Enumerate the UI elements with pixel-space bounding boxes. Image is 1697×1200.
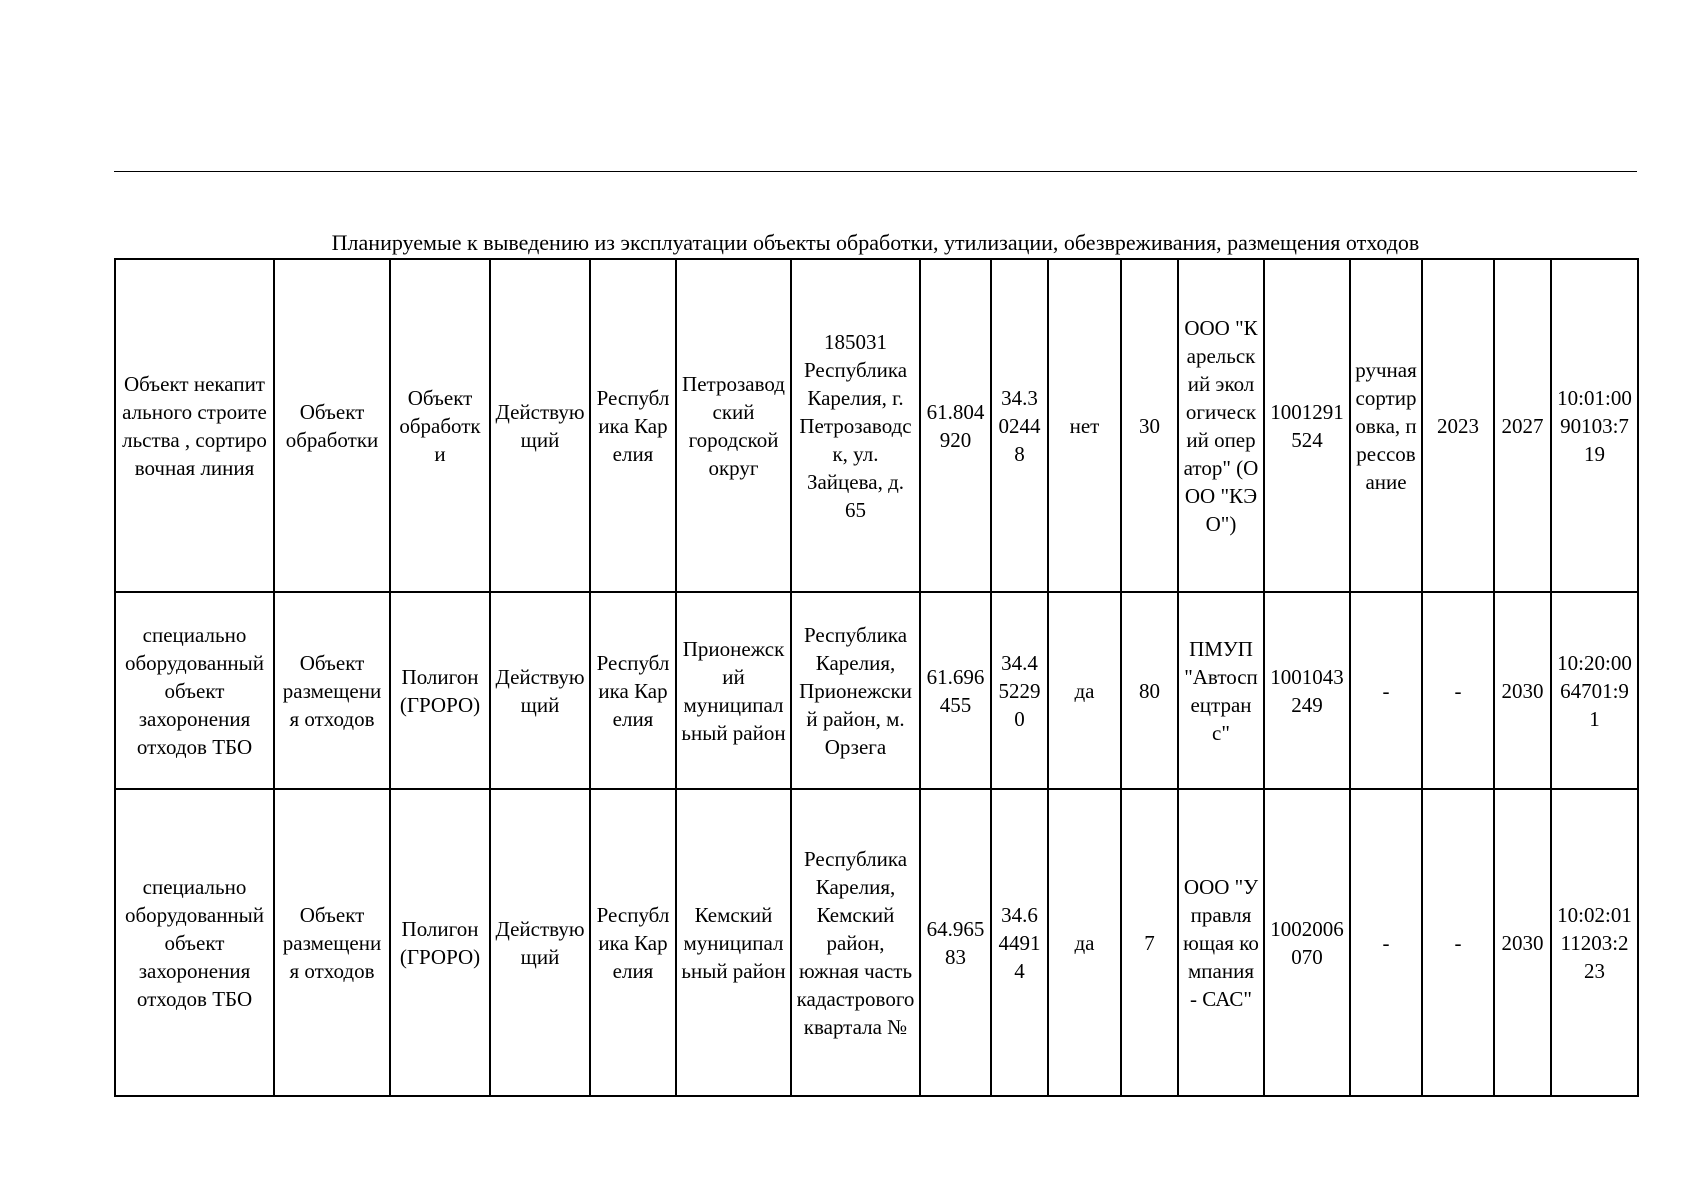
object-type-cell: специально оборудованный объект захоронения отходов ТБО: [115, 592, 274, 789]
inn-cell: 1001043249: [1264, 592, 1350, 789]
longitude-cell: 34.452290: [991, 592, 1048, 789]
technology-cell: -: [1350, 592, 1422, 789]
operator-cell: ООО "Карельский экологический оператор" (ООО "КЭО"): [1178, 259, 1264, 592]
start-year-cell: 2023: [1422, 259, 1494, 592]
waste-facilities-table: [114, 258, 1639, 1097]
region-cell: Республика Карелия: [590, 592, 676, 789]
object-kind-cell: Полигон (ГРОРО): [390, 789, 490, 1096]
latitude-cell: 61.696455: [920, 592, 991, 789]
latitude-cell: 61.804920: [920, 259, 991, 592]
flag-cell: да: [1048, 592, 1121, 789]
flag-cell: нет: [1048, 259, 1121, 592]
region-cell: Республика Карелия: [590, 259, 676, 592]
end-year-cell: 2030: [1494, 789, 1551, 1096]
cadastral-number-cell: 10:20:0064701:91: [1551, 592, 1638, 789]
cadastral-number-cell: 10:01:0090103:719: [1551, 259, 1638, 592]
technology-cell: ручная сортировка, прессование: [1350, 259, 1422, 592]
object-type-cell: Объект некапитального строительства , сортировочная линия: [115, 259, 274, 592]
start-year-cell: -: [1422, 789, 1494, 1096]
object-type-cell: специально оборудованный объект захоронения отходов ТБО: [115, 789, 274, 1096]
flag-cell: да: [1048, 789, 1121, 1096]
table-row: [115, 259, 1638, 592]
header-rule: [114, 171, 1637, 172]
address-cell: Республика Карелия, Кемский район, южная часть кадастрового квартала №: [791, 789, 920, 1096]
longitude-cell: 34.302448: [991, 259, 1048, 592]
object-kind-cell: Объект обработки: [390, 259, 490, 592]
operator-cell: ПМУП "Автоспецтранс": [1178, 592, 1264, 789]
address-cell: 185031 Республика Карелия, г. Петрозаводск, ул. Зайцева, д. 65: [791, 259, 920, 592]
object-kind-cell: Полигон (ГРОРО): [390, 592, 490, 789]
table-row: [115, 789, 1638, 1096]
capacity-cell: 30: [1121, 259, 1178, 592]
longitude-cell: 34.644914: [991, 789, 1048, 1096]
end-year-cell: 2027: [1494, 259, 1551, 592]
status-cell: Действующий: [490, 789, 590, 1096]
latitude-cell: 64.96583: [920, 789, 991, 1096]
capacity-cell: 7: [1121, 789, 1178, 1096]
region-cell: Республика Карелия: [590, 789, 676, 1096]
capacity-cell: 80: [1121, 592, 1178, 789]
municipality-cell: Прионежский муниципальный район: [676, 592, 791, 789]
address-cell: Республика Карелия, Прионежский район, м. Орзега: [791, 592, 920, 789]
table-caption: Планируемые к выведению из эксплуатации объекты обработки, утилизации, обезвреживания, размещения отходов: [331, 230, 1420, 255]
cadastral-number-cell: 10:02:0111203:223: [1551, 789, 1638, 1096]
status-cell: Действующий: [490, 592, 590, 789]
municipality-cell: Петрозаводский городской округ: [676, 259, 791, 592]
technology-cell: -: [1350, 789, 1422, 1096]
inn-cell: 1001291524: [1264, 259, 1350, 592]
operator-cell: ООО "Управляющая компания - САС": [1178, 789, 1264, 1096]
municipality-cell: Кемский муниципальный район: [676, 789, 791, 1096]
table-row: [115, 592, 1638, 789]
end-year-cell: 2030: [1494, 592, 1551, 789]
object-purpose-cell: Объект размещения отходов: [274, 789, 390, 1096]
start-year-cell: -: [1422, 592, 1494, 789]
inn-cell: 1002006070: [1264, 789, 1350, 1096]
object-purpose-cell: Объект обработки: [274, 259, 390, 592]
object-purpose-cell: Объект размещения отходов: [274, 592, 390, 789]
status-cell: Действующий: [490, 259, 590, 592]
